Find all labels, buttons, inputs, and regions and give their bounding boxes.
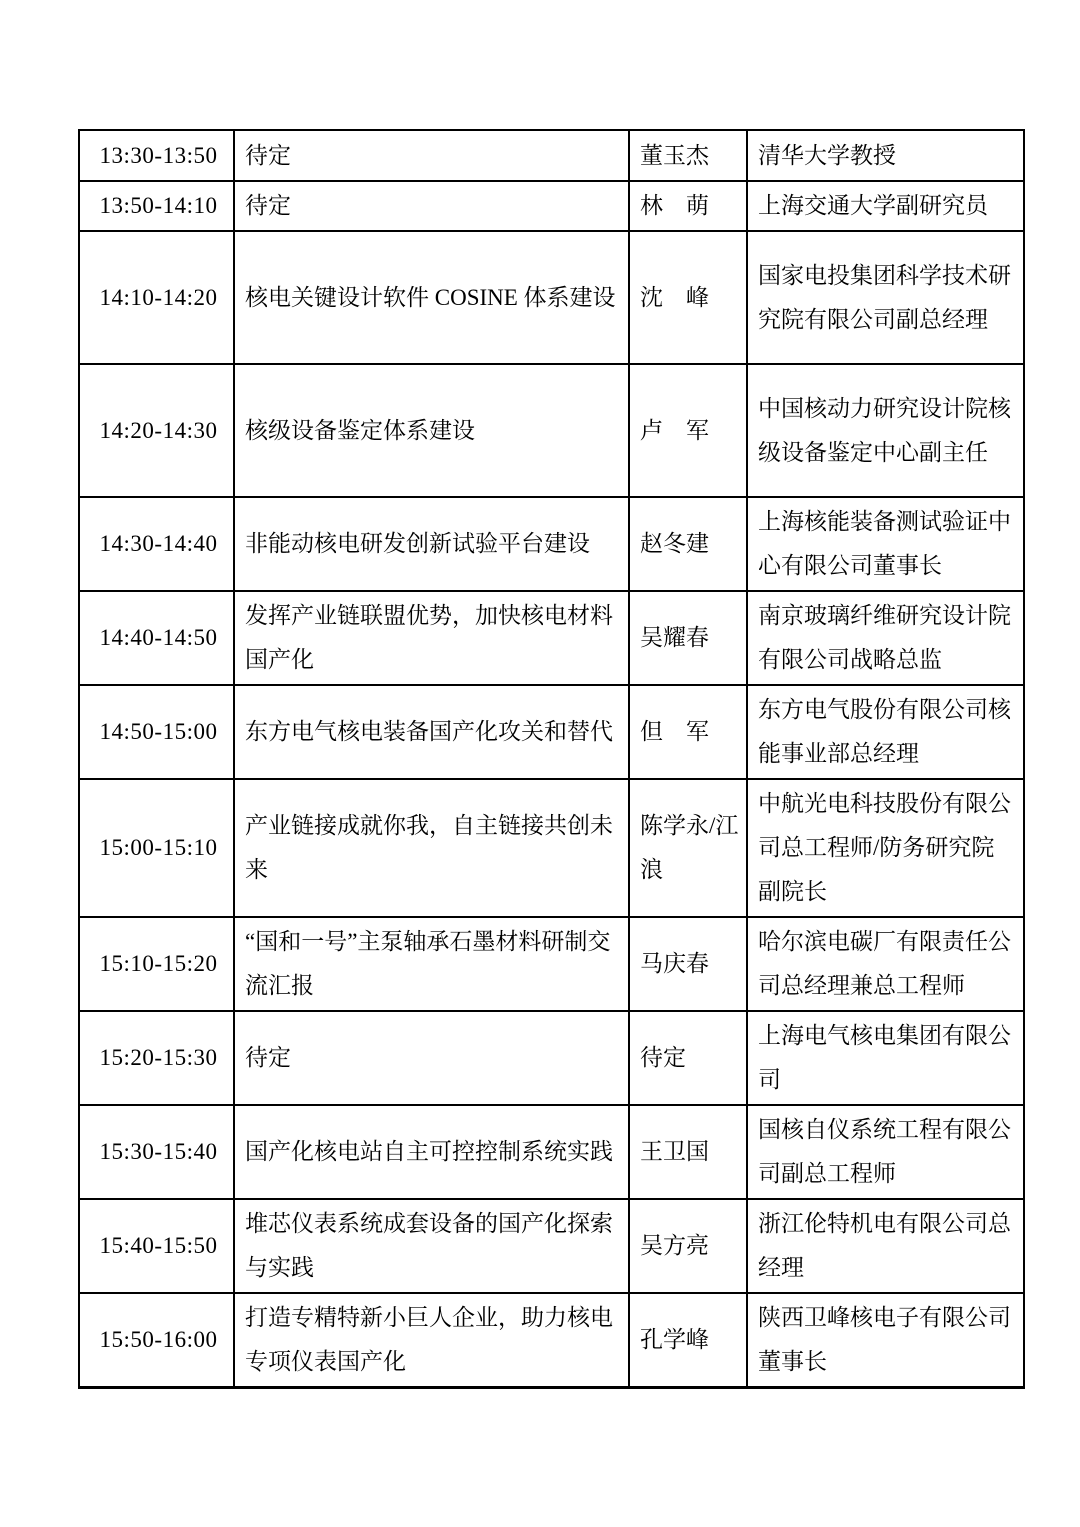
speaker-cell: 陈学永/江浪 xyxy=(629,779,747,917)
affiliation-cell: 国家电投集团科学技术研究院有限公司副总经理 xyxy=(747,231,1024,364)
table-row xyxy=(79,779,1024,917)
topic-cell: 待定 xyxy=(234,130,629,181)
speaker-cell: 林 萌 xyxy=(629,181,747,231)
table-row xyxy=(79,497,1024,591)
topic-cell: 非能动核电研发创新试验平台建设 xyxy=(234,497,629,591)
table-row xyxy=(79,181,1024,231)
affiliation-cell: 南京玻璃纤维研究设计院有限公司战略总监 xyxy=(747,591,1024,685)
topic-cell: 发挥产业链联盟优势，加快核电材料国产化 xyxy=(234,591,629,685)
time-cell: 14:10-14:20 xyxy=(79,231,234,364)
table-row xyxy=(79,917,1024,1011)
table-row xyxy=(79,1011,1024,1105)
topic-cell: 待定 xyxy=(234,1011,629,1105)
speaker-cell: 王卫国 xyxy=(629,1105,747,1199)
time-cell: 15:20-15:30 xyxy=(79,1011,234,1105)
table-row xyxy=(79,1293,1024,1388)
topic-cell: 核级设备鉴定体系建设 xyxy=(234,364,629,497)
time-cell: 14:30-14:40 xyxy=(79,497,234,591)
time-cell: 14:40-14:50 xyxy=(79,591,234,685)
speaker-cell: 待定 xyxy=(629,1011,747,1105)
affiliation-cell: 中航光电科技股份有限公司总工程师/防务研究院副院长 xyxy=(747,779,1024,917)
speaker-cell: 赵冬建 xyxy=(629,497,747,591)
time-cell: 14:50-15:00 xyxy=(79,685,234,779)
time-cell: 15:50-16:00 xyxy=(79,1293,234,1388)
affiliation-cell: 陕西卫峰核电子有限公司董事长 xyxy=(747,1293,1024,1388)
time-cell: 15:40-15:50 xyxy=(79,1199,234,1293)
topic-cell: 东方电气核电装备国产化攻关和替代 xyxy=(234,685,629,779)
affiliation-cell: 上海电气核电集团有限公司 xyxy=(747,1011,1024,1105)
speaker-cell: 董玉杰 xyxy=(629,130,747,181)
table-row xyxy=(79,1105,1024,1199)
affiliation-cell: 浙江伦特机电有限公司总经理 xyxy=(747,1199,1024,1293)
speaker-cell: 吴耀春 xyxy=(629,591,747,685)
table-row xyxy=(79,1199,1024,1293)
speaker-cell: 沈 峰 xyxy=(629,231,747,364)
speaker-cell: 孔学峰 xyxy=(629,1293,747,1388)
time-cell: 15:00-15:10 xyxy=(79,779,234,917)
speaker-cell: 吴方亮 xyxy=(629,1199,747,1293)
time-cell: 13:30-13:50 xyxy=(79,130,234,181)
speaker-cell: 马庆春 xyxy=(629,917,747,1011)
topic-cell: 国产化核电站自主可控控制系统实践 xyxy=(234,1105,629,1199)
time-cell: 13:50-14:10 xyxy=(79,181,234,231)
schedule-table xyxy=(78,129,1025,1389)
affiliation-cell: 上海交通大学副研究员 xyxy=(747,181,1024,231)
affiliation-cell: 上海核能装备测试验证中心有限公司董事长 xyxy=(747,497,1024,591)
topic-cell: 核电关键设计软件 COSINE 体系建设 xyxy=(234,231,629,364)
affiliation-cell: 清华大学教授 xyxy=(747,130,1024,181)
schedule-table-body xyxy=(79,130,1024,1388)
time-cell: 15:30-15:40 xyxy=(79,1105,234,1199)
topic-cell: “国和一号”主泵轴承石墨材料研制交流汇报 xyxy=(234,917,629,1011)
affiliation-cell: 国核自仪系统工程有限公司副总工程师 xyxy=(747,1105,1024,1199)
table-row xyxy=(79,364,1024,497)
affiliation-cell: 东方电气股份有限公司核能事业部总经理 xyxy=(747,685,1024,779)
affiliation-cell: 中国核动力研究设计院核级设备鉴定中心副主任 xyxy=(747,364,1024,497)
speaker-cell: 卢 军 xyxy=(629,364,747,497)
table-row xyxy=(79,591,1024,685)
time-cell: 14:20-14:30 xyxy=(79,364,234,497)
affiliation-cell: 哈尔滨电碳厂有限责任公司总经理兼总工程师 xyxy=(747,917,1024,1011)
topic-cell: 待定 xyxy=(234,181,629,231)
table-row xyxy=(79,130,1024,181)
speaker-cell: 但 军 xyxy=(629,685,747,779)
topic-cell: 打造专精特新小巨人企业，助力核电专项仪表国产化 xyxy=(234,1293,629,1388)
topic-cell: 产业链接成就你我，自主链接共创未来 xyxy=(234,779,629,917)
topic-cell: 堆芯仪表系统成套设备的国产化探索与实践 xyxy=(234,1199,629,1293)
time-cell: 15:10-15:20 xyxy=(79,917,234,1011)
table-row xyxy=(79,685,1024,779)
table-row xyxy=(79,231,1024,364)
